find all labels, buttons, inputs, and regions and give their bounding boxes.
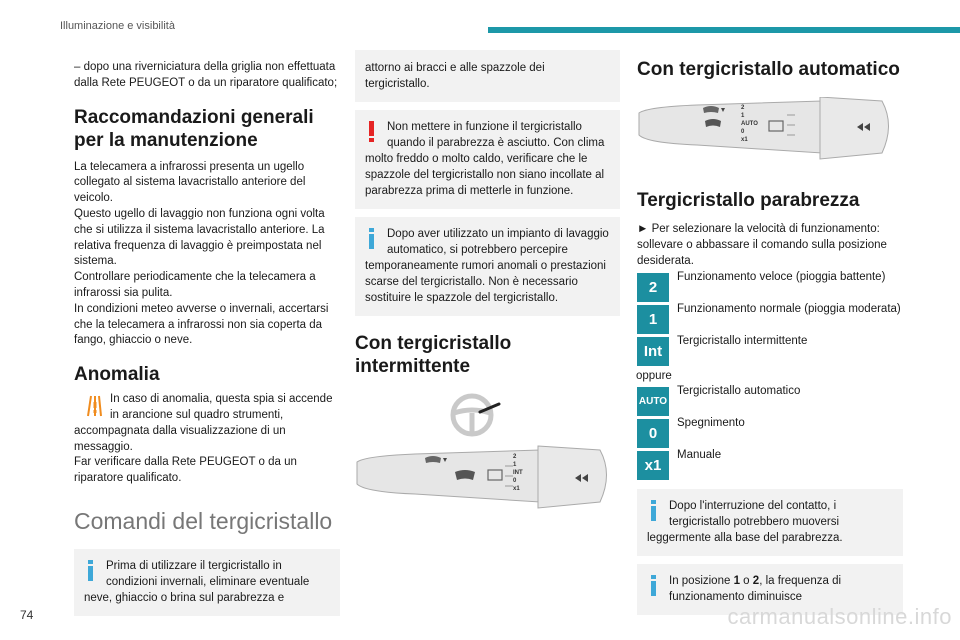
position-row-auto (637, 387, 903, 419)
stalk-pos-0: 0 (741, 129, 745, 135)
anomaly-block (74, 392, 340, 487)
washer-icon (703, 106, 719, 113)
stalk-pos-int: INT (513, 470, 523, 476)
info-box-continued (355, 50, 620, 102)
stalk-pos-auto: AUTO (741, 121, 758, 127)
maintenance-para-2: Questo ugello di lavaggio non funziona ogni volta che si utilizza il sistema lavacristallo anteriore. La relativa frequenza di lavaggio è preimpostata nel sistema. (74, 207, 325, 268)
position-badge-x1: x1 (637, 451, 669, 480)
info-box-carwash-text: Dopo aver utilizzato un impianto di lavaggio automatico, si potrebbero percepire temporaneamente rumori anomali o prestazioni scarse del tergicristallo. Non è necessario sostituire le spazzole del tergicristallo. (365, 228, 609, 304)
position-row-1 (637, 305, 903, 337)
info-box-carwash (355, 217, 620, 316)
position-badge-auto: AUTO (637, 387, 669, 416)
oppure-label: oppure (636, 370, 672, 383)
running-header: Illuminazione e visibilità (60, 20, 175, 32)
maintenance-title: Raccomandazioni generali per la manutenzione (74, 106, 314, 151)
header-accent-bar (488, 27, 960, 33)
stalk-pos-1: 1 (741, 113, 745, 119)
page-number: 74 (20, 608, 34, 622)
stalk-pos-x1: x1 (741, 137, 748, 143)
info-box-winter (74, 549, 340, 616)
stalk-pos-2: 2 (513, 454, 517, 460)
stalk-pos-x1: x1 (513, 486, 520, 492)
position-row-int (637, 337, 903, 369)
stalk-pos-1: 1 (513, 462, 517, 468)
column-left (74, 50, 340, 616)
info-box-continued-text: attorno ai bracci e alle spazzole dei tergicristallo. (365, 62, 545, 90)
info-box-winter-text: Prima di utilizzare il tergicristallo in condizioni invernali, eliminare eventuale neve, ghiaccio o brina sul parabrezza e (84, 559, 310, 604)
position-text-x1: Manuale (677, 449, 722, 462)
steering-wheel-icon (447, 392, 507, 442)
warning-icon (365, 121, 379, 143)
info-icon (647, 500, 661, 522)
warning-box-dry (355, 110, 620, 209)
position-text-auto: Tergicristallo automatico (677, 385, 801, 398)
anomaly-text-2: Far verificare dalla Rete PEUGEOT o da un riparatore qualificato. (74, 456, 297, 485)
front-wiper-icon (455, 470, 475, 480)
intermittent-title: Con tergicristallo intermittente (355, 333, 512, 377)
column-middle (355, 50, 620, 514)
watermark: carmanualsonline.info (727, 604, 952, 629)
infrared-camera-warning-icon (74, 392, 102, 420)
info-box-ignition-off (637, 489, 903, 556)
info-icon (84, 560, 98, 582)
wiper-positions-list (637, 273, 903, 369)
maintenance-para-3: Controllare periodicamente che la telecamera a infrarossi sia pulita. (74, 271, 316, 299)
wiper-stalk-intermittent (355, 444, 620, 514)
position-badge-int: Int (637, 337, 669, 366)
position-row-x1 (637, 451, 903, 483)
position-badge-0: 0 (637, 419, 669, 448)
position-text-2: Funzionamento veloce (pioggia battente) (677, 271, 886, 284)
wiper-controls-title: Comandi del tergicristallo (74, 507, 333, 534)
position-row-2 (637, 273, 903, 305)
info-icon (647, 575, 661, 597)
windscreen-wiper-title: Tergicristallo parabrezza (637, 190, 860, 211)
maintenance-para-1: La telecamera a infrarossi presenta un ugello collegato al sistema lavacristallo anteriore del veicolo. (74, 160, 306, 205)
info-icon (365, 228, 379, 250)
washer-icon (425, 456, 441, 463)
position-text-int: Tergicristallo intermittente (677, 335, 808, 348)
info-box-frequency-text: In posizione 1 o 2, la frequenza di funzionamento diminuisce (669, 575, 842, 604)
wiper-positions-list-2 (637, 387, 903, 483)
position-badge-1: 1 (637, 305, 669, 334)
speed-instruction: ► Per selezionare la velocità di funzionamento: sollevare o abbassare il comando sulla posizione desiderata. (637, 223, 887, 267)
position-row-0 (637, 419, 903, 451)
stalk-pos-2: 2 (741, 105, 745, 111)
position-text-1: Funzionamento normale (pioggia moderata) (677, 303, 901, 316)
wiper-stalk-automatic (637, 97, 903, 163)
position-text-0: Spegnimento (677, 417, 745, 430)
info-box-ignition-text: Dopo l'interruzione del contatto, i tergicristallo potrebbero muoversi leggermente alla base del parabrezza. (647, 500, 843, 545)
column-right (637, 50, 903, 615)
stalk-pos-0: 0 (513, 478, 517, 484)
intro-text: – dopo una riverniciatura della griglia non effettuata dalla Rete PEUGEOT o da un riparatore qualificato; (74, 61, 338, 89)
position-badge-2: 2 (637, 273, 669, 302)
warning-box-text: Non mettere in funzione il tergicristallo quando il parabrezza è asciutto. Con clima molto freddo o molto caldo, verificare che le spazzole del tergicristallo non siano incollate al parabrezza prima di metterle in funzione. (365, 121, 605, 197)
maintenance-para-4: In condizioni meteo avverse o invernali, accertarsi che la telecamera a infrarossi non sia coperta da fango, ghiaccio o neve. (74, 302, 329, 347)
anomaly-text: In caso di anomalia, questa spia si accende in arancione sul quadro strumenti, accompagnata dalla visualizzazione di un messaggio. (74, 393, 333, 453)
automatic-title: Con tergicristallo automatico (637, 59, 900, 80)
anomaly-title: Anomalia (74, 364, 160, 386)
